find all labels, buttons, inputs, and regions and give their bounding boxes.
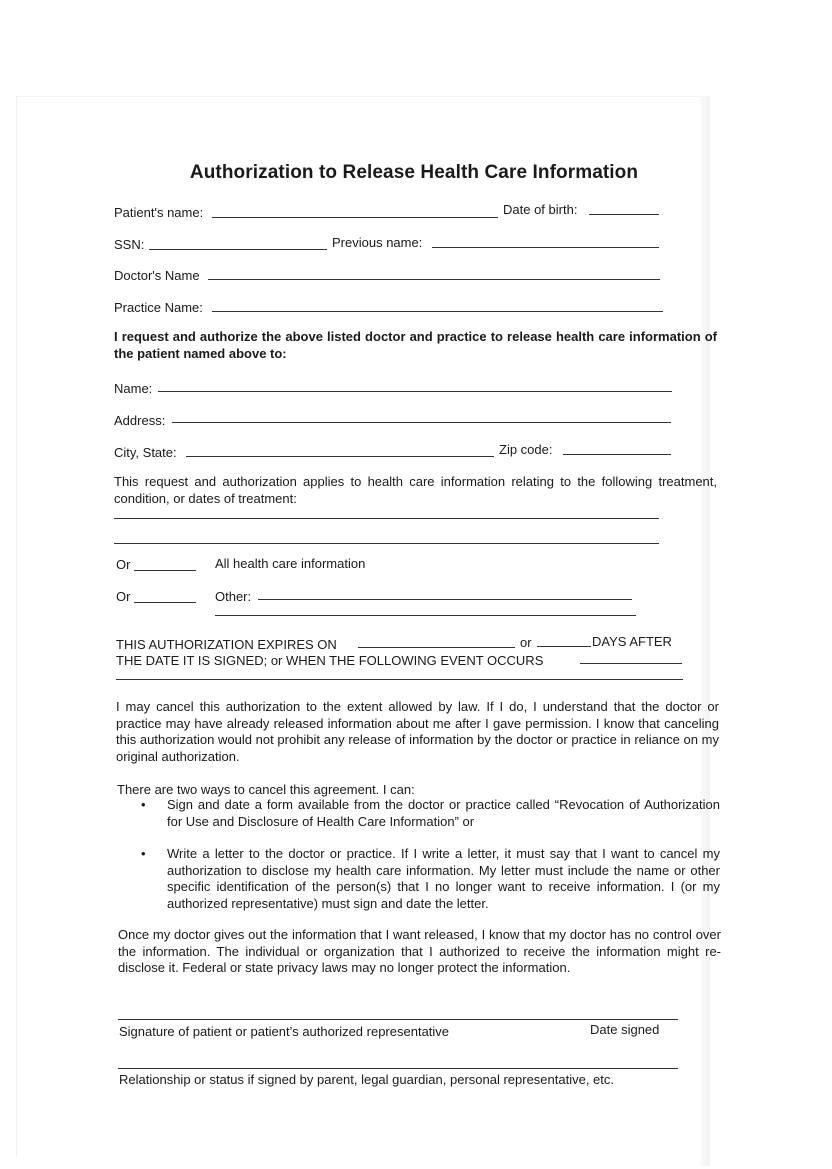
days-after-field[interactable] — [537, 646, 591, 647]
cancel-method-item: • Write a letter to the doctor or practice. If I write a letter, it must say that I want to cancel my authorization to disclose my health care information. My letter must include the name or other specific identification of the person(s) that I no longer want to receive information. I (or my authorized representative) must sign and date the letter. — [117, 846, 720, 912]
redisclose-paragraph: Once my doctor gives out the information that I want released, I know that my doctor has no control over the information. The individual or organization that I authorized to receive the information might re-disclose it. Federal or state privacy laws may no longer protect the information. — [118, 927, 721, 975]
practice-name-field[interactable] — [212, 311, 663, 312]
or-label-1: Or — [116, 557, 131, 572]
other-field-1[interactable] — [258, 599, 632, 600]
zip-code-field[interactable] — [563, 454, 671, 455]
form-title: Authorization to Release Health Care Information — [189, 162, 639, 183]
applies-text: This request and authorization applies to health care information relating to the following treatment, condition, or dates of treatment: — [114, 474, 717, 506]
expires-on-label: THIS AUTHORIZATION EXPIRES ON — [116, 637, 337, 652]
city-state-label: City, State: — [114, 445, 177, 460]
or-label-2: Or — [116, 589, 131, 604]
address-field[interactable] — [172, 422, 671, 423]
patient-name-field[interactable] — [212, 217, 498, 218]
request-heading: I request and authorize the above listed doctor and practice to release health care information of the patient named above to: — [114, 329, 717, 361]
relationship-field[interactable] — [118, 1068, 678, 1069]
expires-on-field[interactable] — [358, 647, 515, 648]
date-signed-label: Date signed — [590, 1022, 660, 1037]
other-checkline[interactable] — [134, 602, 196, 603]
event-occurs-label: THE DATE IT IS SIGNED; or WHEN THE FOLLOWING EVENT OCCURS — [116, 653, 544, 668]
date-of-birth-label: Date of birth: — [503, 202, 578, 217]
cancel-method-item: • Sign and date a form available from the doctor or practice called “Revocation of Authorization for Use and Disclosure of Health Care Information” or — [117, 797, 720, 830]
doctor-name-field[interactable] — [208, 279, 660, 280]
other-label: Other: — [215, 589, 252, 604]
scan-edge — [16, 96, 707, 1157]
recipient-name-field[interactable] — [158, 391, 672, 392]
treatment-line-1[interactable] — [114, 518, 659, 519]
signature-field[interactable] — [118, 1019, 678, 1020]
cancel-paragraph: I may cancel this authorization to the extent allowed by law. If I do, I understand that the doctor or practice may have already released information about me after I gave permission. I know that canceling this authorization would not prohibit any release of information by the doctor or practice in reliance on my original authorization. — [116, 699, 719, 764]
city-state-field[interactable] — [186, 456, 494, 457]
ssn-label: SSN: — [114, 237, 145, 252]
scan-shadow — [700, 96, 710, 1166]
practice-name-label: Practice Name: — [114, 300, 203, 315]
cancel-methods-list — [117, 797, 720, 912]
address-label: Address: — [114, 413, 166, 428]
zip-code-label: Zip code: — [499, 442, 553, 457]
patient-name-label: Patient's name: — [114, 205, 204, 220]
expires-or-label: or — [520, 635, 532, 650]
days-after-label: DAYS AFTER — [592, 634, 672, 649]
treatment-line-2[interactable] — [114, 543, 659, 544]
ssn-field[interactable] — [149, 249, 327, 250]
date-of-birth-field[interactable] — [589, 214, 659, 215]
all-info-label: All health care information — [215, 556, 366, 571]
signature-label: Signature of patient or patient’s authorized representative — [119, 1024, 450, 1039]
other-field-2[interactable] — [215, 615, 636, 616]
event-field-1[interactable] — [580, 663, 682, 664]
previous-name-field[interactable] — [432, 247, 659, 248]
recipient-name-label: Name: — [114, 381, 153, 396]
doctor-name-label: Doctor's Name — [114, 268, 200, 283]
relationship-label: Relationship or status if signed by parent, legal guardian, personal representative, etc. — [119, 1072, 615, 1087]
event-field-2[interactable] — [116, 679, 683, 680]
previous-name-label: Previous name: — [332, 235, 423, 250]
two-ways-intro: There are two ways to cancel this agreement. I can: — [117, 782, 415, 797]
all-info-checkline[interactable] — [134, 570, 196, 571]
